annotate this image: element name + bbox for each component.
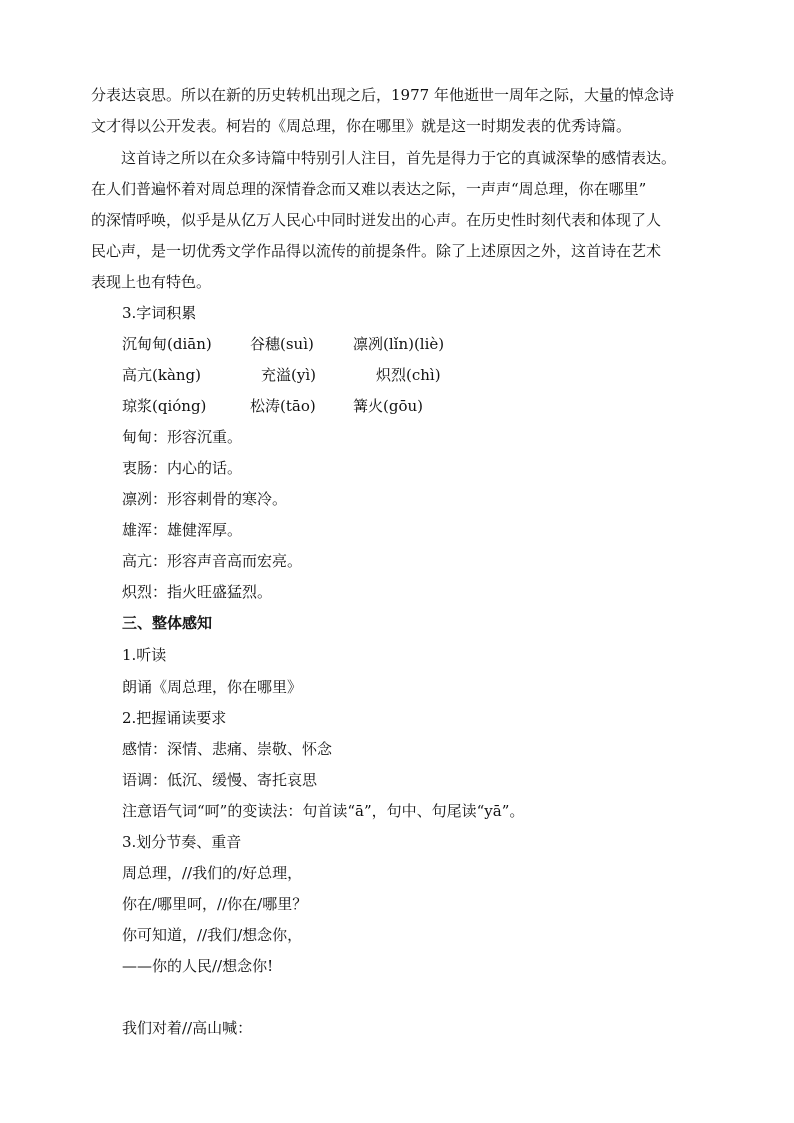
intro-paragraph — [91, 80, 709, 142]
requirements-heading: 2.把握诵读要求 — [122, 709, 227, 727]
section-heading: 三、整体感知 — [122, 614, 213, 632]
analysis-line-3: 的深情呼唤，似乎是从亿万人民心中同时迸发出的心声。在历史性时刻代表和体现了人 — [91, 211, 662, 229]
vocab-definition: 炽烈：指火旺盛猛烈。 — [122, 583, 273, 601]
listen-text: 朗诵《周总理，你在哪里》 — [122, 678, 303, 696]
vocab-definition: 衷肠：内心的话。 — [122, 459, 243, 477]
vocab-word: 谷穗(suì) — [250, 335, 314, 353]
vocab-word: 高亢(kàng) — [122, 366, 201, 384]
vocab-word: 琼浆(qióng) — [122, 397, 207, 415]
vocab-word: 沉甸甸(diān) — [122, 335, 212, 353]
poem-line: 你可知道，//我们/想念你， — [122, 926, 303, 944]
rhythm-heading: 3.划分节奏、重音 — [122, 833, 242, 851]
note-text: 注意语气词“呵”的变读法：句首读“ā”，句中、句尾读“yā”。 — [122, 802, 525, 820]
vocab-word: 充溢(yì) — [261, 366, 316, 384]
analysis-line-2: 在人们普遍怀着对周总理的深情眷念而又难以表达之际，一声声“周总理，你在哪里” — [91, 180, 647, 198]
vocab-definition: 凛冽：形容刺骨的寒冷。 — [122, 490, 288, 508]
vocab-word: 凛冽(lǐn)(liè) — [353, 335, 445, 353]
poem-line: 我们对着//高山喊： — [122, 1019, 253, 1037]
vocab-heading: 3.字词积累 — [122, 304, 197, 322]
poem-line: 周总理，//我们的/好总理， — [122, 864, 303, 882]
vocab-word: 松涛(tāo) — [250, 397, 316, 415]
vocab-definition: 高亢：形容声音高而宏亮。 — [122, 552, 303, 570]
analysis-line-5: 表现上也有特色。 — [91, 273, 212, 291]
vocab-definition: 雄浑：雄健浑厚。 — [122, 521, 243, 539]
listen-heading: 1.听读 — [122, 646, 167, 664]
vocab-definition: 甸甸：形容沉重。 — [122, 428, 243, 446]
analysis-line-1: 这首诗之所以在众多诗篇中特别引人注目，首先是得力于它的真诚深挚的感情表达。 — [121, 149, 677, 167]
poem-line: ——你的人民//想念你! — [122, 957, 274, 975]
vocab-word: 篝火(gōu) — [353, 397, 423, 415]
intro-line-1: 分表达哀思。所以在新的历史转机出现之后，1977 年他逝世一周年之际，大量的悼念诗 — [91, 86, 674, 104]
emotion-text: 感情：深情、悲痛、崇敬、怀念 — [122, 740, 333, 758]
tone-text: 语调：低沉、缓慢、寄托哀思 — [122, 771, 318, 789]
analysis-paragraph — [91, 143, 709, 298]
analysis-line-4: 民心声，是一切优秀文学作品得以流传的前提条件。除了上述原因之外，这首诗在艺术 — [91, 242, 662, 260]
poem-line: 你在/哪里呵，//你在/哪里？ — [122, 895, 308, 913]
vocab-word: 炽烈(chì) — [376, 366, 441, 384]
intro-line-2: 文才得以公开发表。柯岩的《周总理，你在哪里》就是这一时期发表的优秀诗篇。 — [91, 117, 632, 135]
